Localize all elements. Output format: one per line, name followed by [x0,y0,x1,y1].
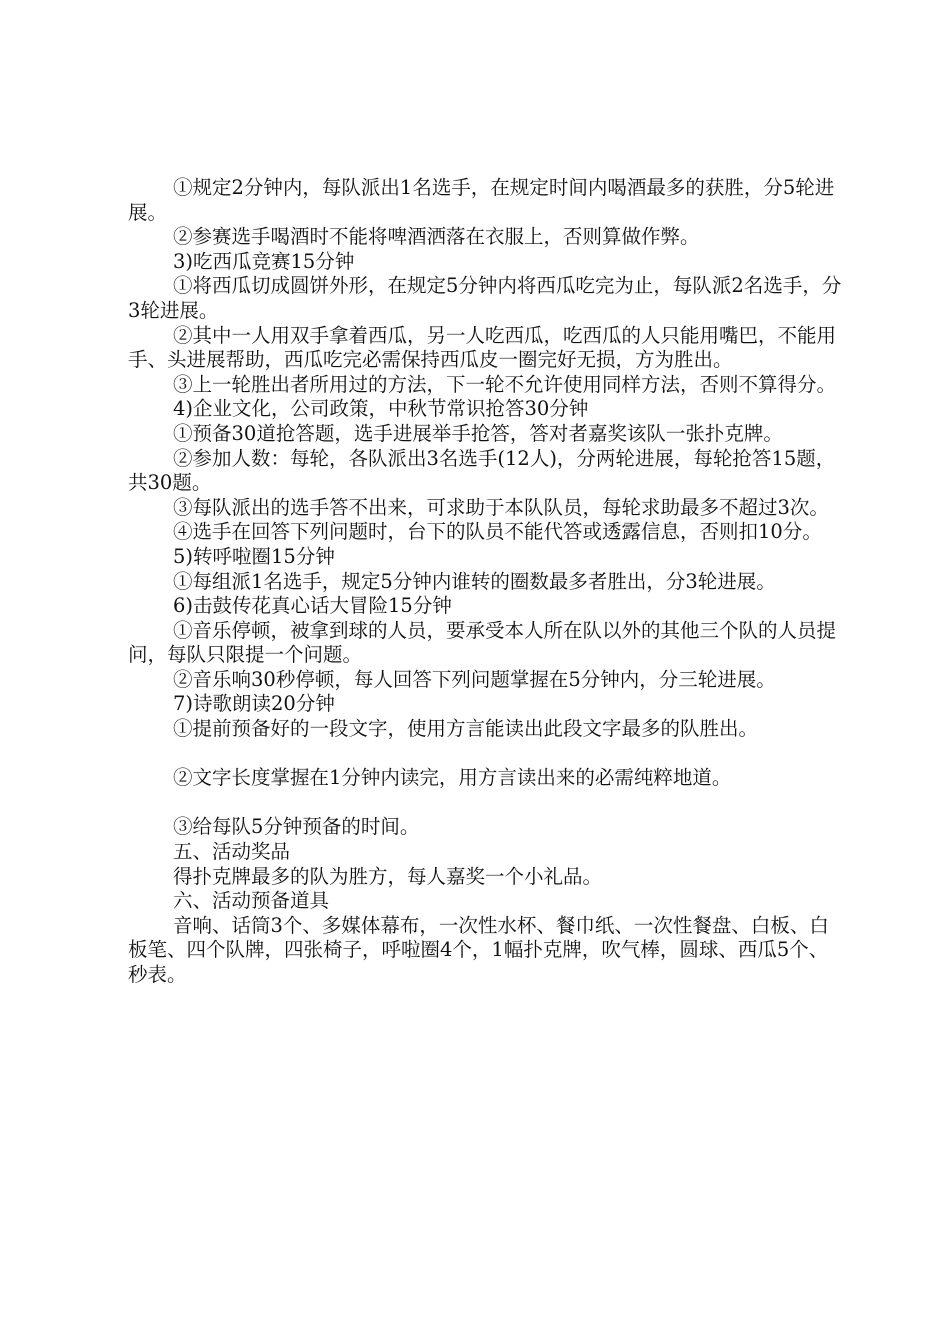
paragraph: ①规定2分钟内，每队派出1名选手，在规定时间内喝酒最多的获胜，分5轮进展。 [128,176,835,224]
document-body [128,176,843,988]
paragraph: ①音乐停顿，被拿到球的人员，要承受本人所在队以外的其他三个队的人员提问，每队只限提一个问题。 [128,618,837,667]
paragraph: ②文字长度掌握在1分钟内读完，用方言读出来的必需纯粹地道。 [173,766,732,790]
paragraph: ②其中一人用双手拿着西瓜，另一人吃西瓜，吃西瓜的人只能用嘴巴，不能用手、头进展帮助，西瓜吃完必需保持西瓜皮一圈完好无损，方为胜出。 [128,323,837,372]
section-heading: 3)吃西瓜竞赛15分钟 [173,249,355,273]
paragraph: ②参赛选手喝酒时不能将啤酒洒落在衣服上，否则算做作弊。 [173,225,700,249]
section-heading: 4)企业文化，公司政策，中秋节常识抢答30分钟 [173,397,589,421]
paragraph: 得扑克牌最多的队为胜方，每人嘉奖一个小礼品。 [173,864,603,888]
paragraph: ①每组派1名选手，规定5分钟内谁转的圈数最多者胜出，分3轮进展。 [173,569,776,593]
paragraph: 音响、话筒3个、多媒体幕布，一次性水杯、餐巾纸、一次性餐盘、白板、白板笔、四个队牌，四张椅子，呼啦圈4个，1幅扑克牌，吹气棒，圆球、西瓜5个、秒表。 [128,913,829,986]
section-heading: 6)击鼓传花真心话大冒险15分钟 [173,594,452,618]
paragraph: ④选手在回答下列问题时，台下的队员不能代答或透露信息，否则扣10分。 [173,520,822,544]
paragraph: ③上一轮胜出者所用过的方法，下一轮不允许使用同样方法，否则不算得分。 [173,372,837,396]
paragraph: ③给每队5分钟预备的时间。 [173,815,420,839]
paragraph: ②音乐响30秒停顿，每人回答下列问题掌握在5分钟内，分三轮进展。 [173,667,776,691]
paragraph: ②参加人数：每轮，各队派出3名选手(12人)，分两轮进展，每轮抢答15题，共30题。 [128,446,836,495]
section-heading: 7)诗歌朗读20分钟 [173,692,335,716]
section-heading: 五、活动奖品 [173,840,291,864]
section-heading: 5)转呼啦圈15分钟 [173,544,335,568]
blank-line [128,742,843,767]
blank-line [128,791,843,816]
paragraph: ①将西瓜切成圆饼外形，在规定5分钟内将西瓜吃完为止，每队派2名选手，分3轮进展。 [128,274,842,322]
section-heading: 六、活动预备道具 [173,889,330,913]
paragraph: ③每队派出的选手答不出来，可求助于本队队员，每轮求助最多不超过3次。 [173,495,829,519]
paragraph: ①提前预备好的一段文字，使用方言能读出此段文字最多的队胜出。 [173,717,759,741]
paragraph: ①预备30道抢答题，选手进展举手抢答，答对者嘉奖该队一张扑克牌。 [173,421,783,445]
